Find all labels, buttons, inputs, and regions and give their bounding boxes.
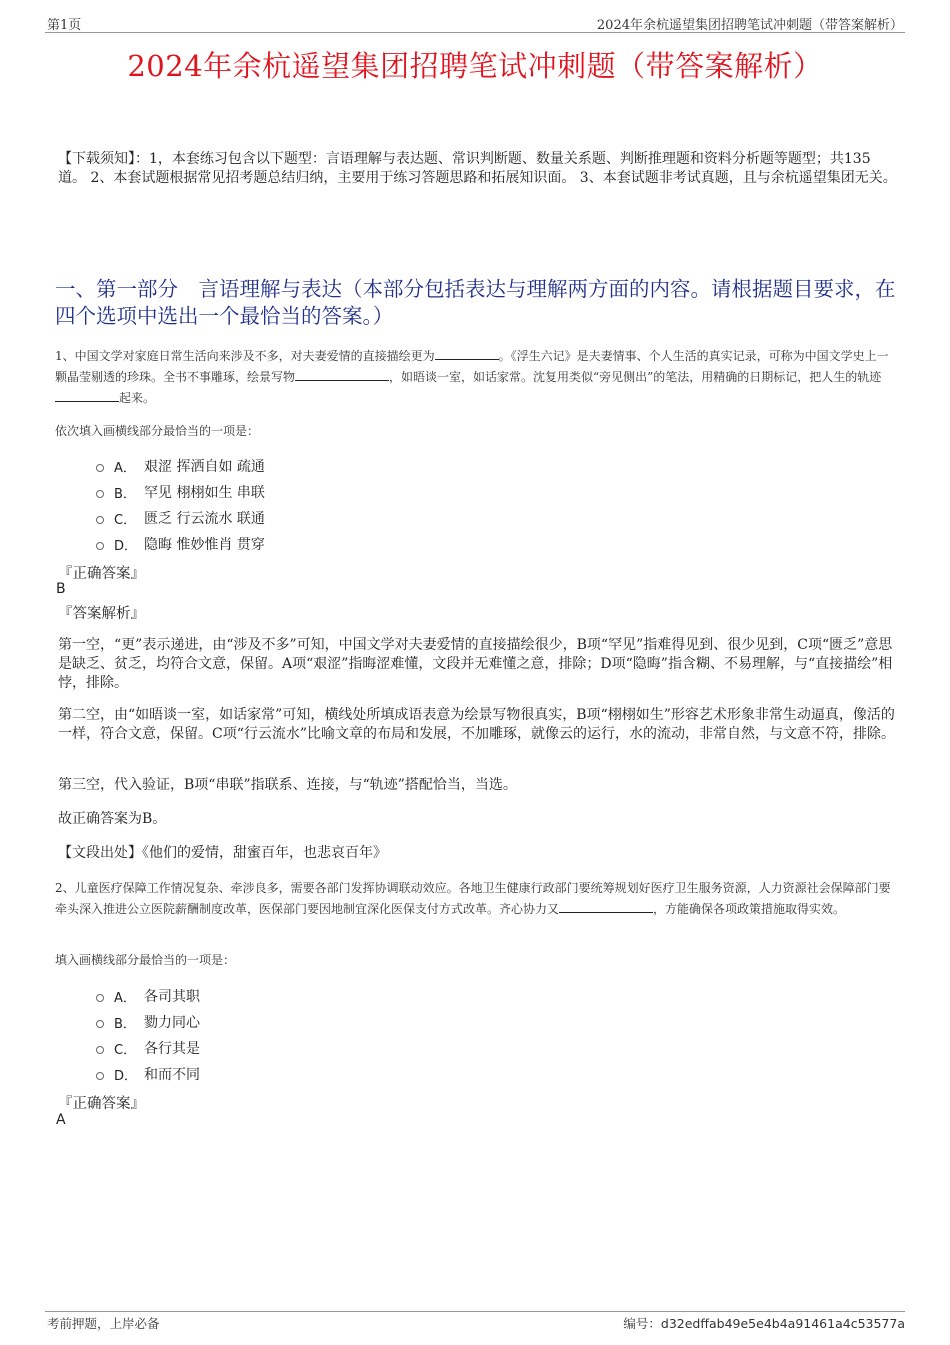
analysis-conclusion: 故正确答案为B。	[58, 811, 167, 827]
option-letter: B．	[114, 486, 136, 502]
radio-icon[interactable]	[96, 1046, 104, 1054]
option-text: 各司其职	[144, 989, 200, 1005]
question-2-prompt: 填入画横线部分最恰当的一项是：	[55, 953, 236, 967]
radio-icon[interactable]	[96, 994, 104, 1002]
question-2-answer: A	[56, 1112, 66, 1128]
radio-icon[interactable]	[96, 464, 104, 472]
question-2-option-d[interactable]	[96, 1064, 200, 1084]
document-code	[623, 1314, 905, 1332]
analysis-paragraph-1: 第一空，“更”表示递进，由“涉及不多”可知，中国文学对夫妻爱情的直接描绘很少，B项“罕见”指难得见到、很少见到，C项“匮乏”意思是缺乏、贫乏，均符合文意，保留。A项“艰涩”指晦涩难懂，文段并无难懂之意，排除；D项“隐晦”指含糊、不易理解，与“直接描绘”相悖，排除。	[58, 637, 893, 691]
question-2-stem-part2: ，方能确保各项政策措施取得实效。	[653, 902, 846, 916]
option-letter: D．	[114, 1068, 138, 1084]
option-letter: D．	[114, 538, 138, 554]
question-2-option-b[interactable]	[96, 1012, 200, 1032]
option-letter: C．	[114, 1042, 137, 1058]
option-text: 各行其是	[144, 1041, 200, 1057]
running-title: 2024年余杭遥望集团招聘笔试冲刺题（带答案解析）	[596, 18, 903, 33]
question-1-answer: B	[56, 581, 66, 597]
radio-icon[interactable]	[96, 1072, 104, 1080]
question-2-answer-label: 『正确答案』	[58, 1096, 145, 1112]
option-text: 和而不同	[144, 1067, 200, 1083]
question-1-answer-label: 『正确答案』	[58, 566, 145, 582]
document-title: 2024年余杭遥望集团招聘笔试冲刺题（带答案解析）	[127, 49, 823, 83]
question-1-option-b[interactable]	[96, 482, 265, 502]
footer-divider	[45, 1311, 905, 1312]
question-2-option-a[interactable]	[96, 986, 200, 1006]
footer-slogan: 考前押题，上岸必备	[47, 1316, 160, 1331]
question-2-stem-part1: 2、儿童医疗保障工作情况复杂、牵涉良多，需要各部门发挥协调联动效应。各地卫生健康行政部门要统筹规划好医疗卫生服务资源，人力资源社会保障部门要牵头深入推进公立医院薪酬制度改革，医保部门要因地制宜深化医保支付方式改革。齐心协力又	[55, 881, 891, 916]
option-text: 隐晦 惟妙惟肖 贯穿	[144, 537, 265, 553]
page-number: 第1页	[47, 18, 82, 33]
section-title: 一、第一部分 言语理解与表达（本部分包括表达与理解两方面的内容。请根据题目要求，在四个选项中选出一个最恰当的答案。）	[55, 277, 896, 328]
question-1-analysis-label: 『答案解析』	[58, 606, 145, 622]
radio-icon[interactable]	[96, 490, 104, 498]
question-1-stem	[55, 346, 900, 409]
option-letter: C．	[114, 512, 137, 528]
code-value: d32edffab49e5e4b4a91461a4c53577a	[660, 1316, 905, 1331]
code-label: 编号：	[623, 1316, 661, 1331]
question-2-stem	[55, 878, 900, 920]
question-1-option-c[interactable]	[96, 508, 265, 528]
question-1-stem-part2: 。《浮生六记》是夫妻情事、个人生活的真实记录，可称为中国文学史上一颗晶莹剔透的珍珠。全书不事雕琢，绘景写物	[55, 349, 889, 384]
question-1-stem-part3: ，如晤谈一室，如话家常。沈复用类似“旁见侧出”的笔法，用精确的日期标记，把人生的轨迹	[389, 370, 882, 384]
option-text: 罕见 栩栩如生 串联	[144, 485, 265, 501]
question-1-stem-part1: 1、中国文学对家庭日常生活向来涉及不多，对夫妻爱情的直接描绘更为	[55, 349, 435, 363]
analysis-paragraph-2: 第二空，由“如晤谈一室，如话家常”可知，横线处所填成语表意为绘景写物很真实，B项“栩栩如生”形容艺术形象非常生动逼真，像活的一样，符合文意，保留。C项“行云流水”比喻文章的布局和发展，不加雕琢，就像云的运行，水的流动，非常自然，与文意不符，排除。	[58, 707, 896, 742]
fill-blank	[295, 368, 389, 381]
radio-icon[interactable]	[96, 516, 104, 524]
option-text: 艰涩 挥洒自如 疏通	[144, 459, 265, 475]
option-letter: B．	[114, 1016, 136, 1032]
question-2-option-c[interactable]	[96, 1038, 200, 1058]
question-1-option-a[interactable]	[96, 456, 265, 476]
fill-blank	[55, 389, 119, 402]
analysis-source: 【文段出处】《他们的爱情，甜蜜百年，也悲哀百年》	[58, 845, 387, 861]
question-1-option-d[interactable]	[96, 534, 265, 554]
question-1-prompt: 依次填入画横线部分最恰当的一项是：	[55, 424, 260, 438]
fill-blank	[435, 347, 499, 360]
option-letter: A．	[114, 990, 136, 1006]
radio-icon[interactable]	[96, 1020, 104, 1028]
option-text: 匮乏 行云流水 联通	[144, 511, 265, 527]
radio-icon[interactable]	[96, 542, 104, 550]
fill-blank	[559, 900, 653, 913]
download-notice: 【下载须知】：1，本套练习包含以下题型：言语理解与表达题、常识判断题、数量关系题、判断推理题和资料分析题等题型；共135道。 2、本套试题根据常见招考题总结归纳，主要用于练习答题思路和拓展知识面。 3、本套试题非考试真题，且与余杭遥望集团无关。	[58, 151, 897, 186]
option-text: 勠力同心	[144, 1015, 200, 1031]
analysis-paragraph-3: 第三空，代入验证，B项“串联”指联系、连接，与“轨迹”搭配恰当，当选。	[58, 777, 517, 793]
option-letter: A．	[114, 460, 136, 476]
question-1-stem-part4: 起来。	[119, 391, 156, 405]
header-divider	[45, 32, 905, 33]
